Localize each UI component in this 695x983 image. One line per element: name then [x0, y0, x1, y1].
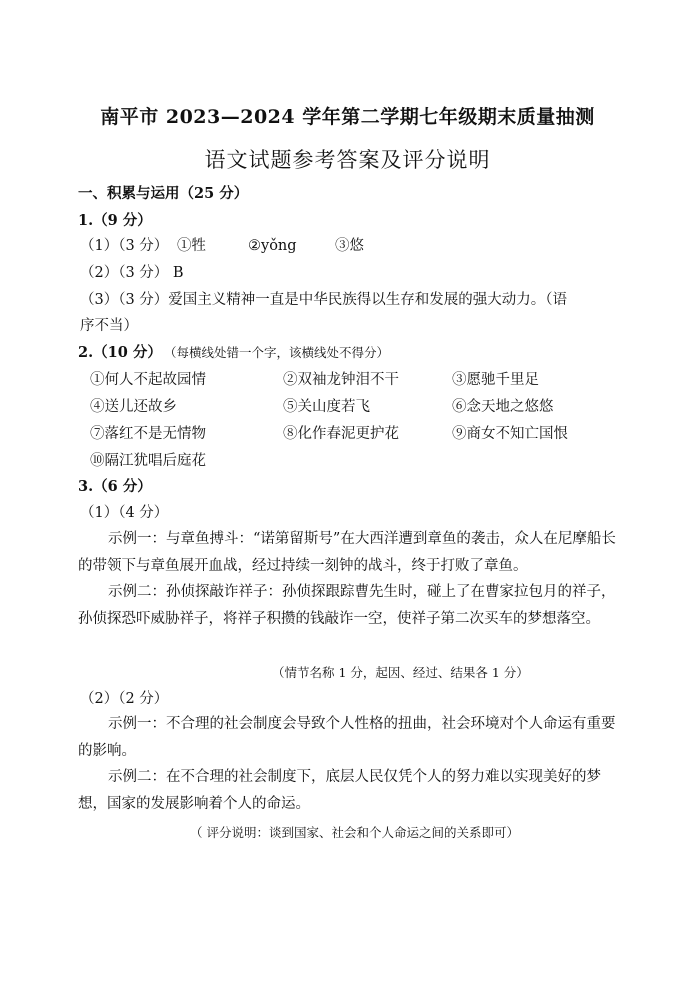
- q2-answer-6: ⑥念天地之悠悠: [452, 399, 554, 415]
- q1-part2: （2）（3 分） B: [80, 265, 184, 281]
- q2-answer-2: ②双袖龙钟泪不干: [283, 372, 399, 388]
- q3-heading: 3.（6 分）: [78, 478, 152, 495]
- q1-part3: （3）（3 分）爱国主义精神一直是中华民族得以生存和发展的强大动力。（语: [80, 292, 568, 308]
- q1-heading: 1.（9 分）: [78, 212, 152, 229]
- q3-part1-scoring-note: （情节名称 1 分，起因、经过、结果各 1 分）: [272, 665, 529, 680]
- q3-part2-scoring-note: （ 评分说明：谈到国家、社会和个人命运之间的关系即可）: [190, 825, 519, 840]
- q1-part1-answer-b: ②yǒng: [248, 238, 297, 254]
- q1-part1-prefix: （1）（3 分）: [80, 238, 169, 254]
- q1-part1-answer-a: ①牲: [177, 238, 206, 254]
- q2-answer-1: ①何人不起故园情: [90, 372, 206, 388]
- q2-answer-10: ⑩隔江犹唱后庭花: [90, 453, 206, 469]
- section-heading: 一、积累与运用（25 分）: [78, 185, 249, 202]
- document-title: 南平市 2023—2024 学年第二学期七年级期末质量抽测: [100, 106, 595, 128]
- q2-scoring-note: （每横线处错一个字，该横线处不得分）: [164, 345, 390, 360]
- document-subtitle: 语文试题参考答案及评分说明: [204, 148, 491, 172]
- q3-part2-heading: （2）（2 分）: [80, 691, 169, 707]
- q2-answer-8: ⑧化作春泥更护花: [283, 426, 399, 442]
- q2-answer-7: ⑦落红不是无情物: [90, 426, 206, 442]
- q2-answer-3: ③愿驰千里足: [452, 372, 539, 388]
- q1-part3-continuation: 序不当）: [80, 318, 138, 334]
- q3-example-3: 示例一：不合理的社会制度会导致个人性格的扭曲，社会环境对个人命运有重要的影响。: [78, 716, 616, 759]
- q3-example-1: 示例一：与章鱼搏斗：“诺第留斯号”在大西洋遭到章鱼的袭击，众人在尼摩船长的带领下与章鱼展开血战，经过持续一刻钟的战斗，终于打败了章鱼。: [78, 531, 616, 574]
- q3-example-2: 示例二：孙侦探敲诈祥子：孙侦探跟踪曹先生时，碰上了在曹家拉包月的祥子，孙侦探恐吓威胁祥子，将祥子积攒的钱敲诈一空，使祥子第二次买车的梦想落空。: [78, 584, 616, 627]
- q2-heading: 2.（10 分）: [78, 344, 162, 361]
- q2-answer-5: ⑤关山度若飞: [283, 399, 370, 415]
- q3-part1-heading: （1）（4 分）: [80, 505, 169, 521]
- q1-part1-answer-c: ③悠: [335, 238, 364, 254]
- q2-answer-9: ⑨商女不知亡国恨: [452, 426, 568, 442]
- q2-answer-4: ④送儿还故乡: [90, 399, 177, 415]
- q3-example-4: 示例二：在不合理的社会制度下，底层人民仅凭个人的努力难以实现美好的梦想，国家的发展影响着个人的命运。: [78, 769, 601, 812]
